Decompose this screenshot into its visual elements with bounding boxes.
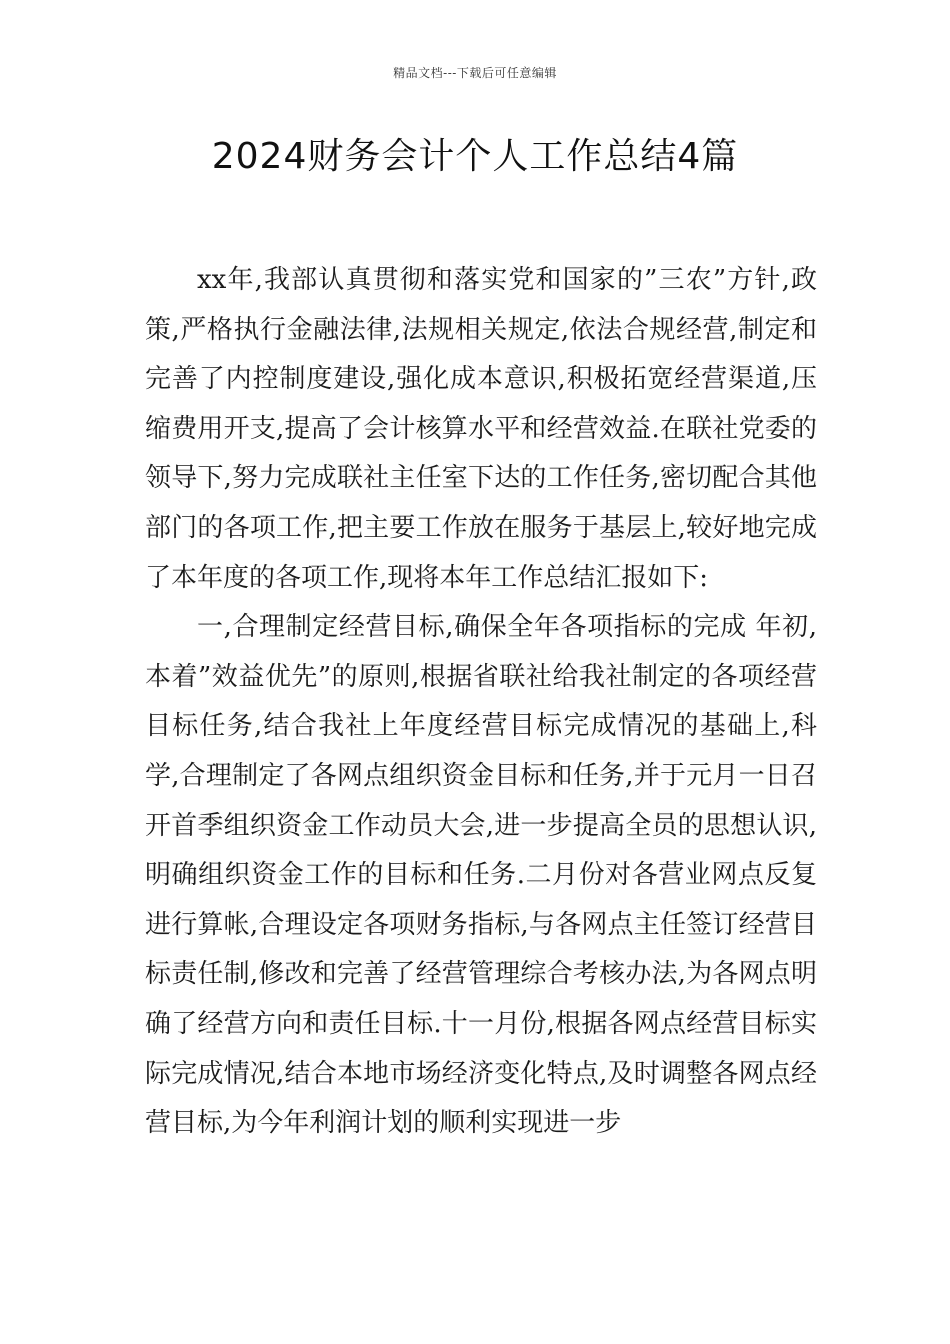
header-note: 精品文档---下载后可任意编辑	[393, 66, 557, 80]
document-body	[145, 256, 817, 1149]
document-title: 2024财务会计个人工作总结4篇	[211, 136, 739, 177]
body-paragraph-2: 一,合理制定经营目标,确保全年各项指标的完成 年初,本着”效益优先”的原则,根据省联社给我社制定的各项经营目标任务,结合我社上年度经营目标完成情况的基础上,科学,合理制定了各网点组织资金目标和任务,并于元月一日召开首季组织资金工作动员大会,进一步提高全员的思想认识,明确组织资金工作的目标和任务.二月份对各营业网点反复进行算帐,合理设定各项财务指标,与各网点主任签订经营目标责任制,修改和完善了经营管理综合考核办法,为各网点明确了经营方向和责任目标.十一月份,根据各网点经营目标实际完成情况,结合本地市场经济变化特点,及时调整各网点经营目标,为今年利润计划的顺利实现进一步	[145, 612, 817, 1139]
body-paragraph-1: xx年,我部认真贯彻和落实党和国家的”三农”方针,政策,严格执行金融法律,法规相关规定,依法合规经营,制定和完善了内控制度建设,强化成本意识,积极拓宽经营渠道,压缩费用开支,提高了会计核算水平和经营效益.在联社党委的领导下,努力完成联社主任室下达的工作任务,密切配合其他部门的各项工作,把主要工作放在服务于基层上,较好地完成了本年度的各项工作,现将本年工作总结汇报如下:	[145, 265, 817, 593]
